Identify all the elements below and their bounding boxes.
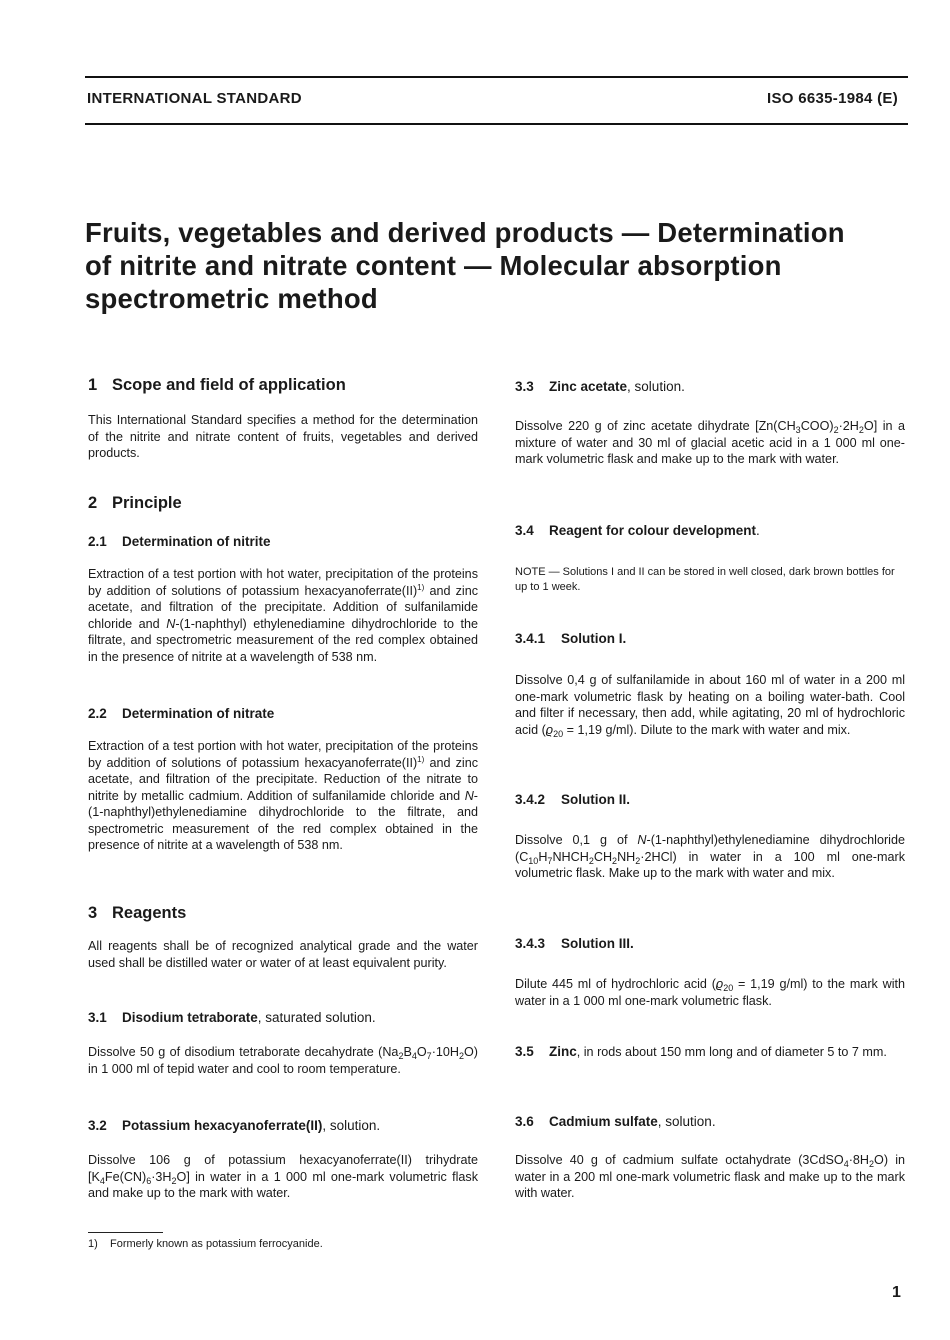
- section-3-4-heading: 3.4 Reagent for colour development.: [515, 523, 760, 538]
- section-3-4-note: NOTE — Solutions I and II can be stored in well closed, dark brown bottles for up to 1 week.: [515, 566, 895, 593]
- page-number: 1: [892, 1284, 901, 1301]
- section-3-text: All reagents shall be of recognized analytical grade and the water used shall be distilled water or water of at least equivalent purity.: [88, 939, 478, 970]
- section-3-4-3-text: Dilute 445 ml of hydrochloric acid ($ϱ_{20} = 1,19$ g/ml) to the mark with water in a 1 000 ml one-mark volumetric flask.: [515, 977, 905, 1008]
- document-title: Fruits, vegetables and derived products — Determination of nitrite and nitrate content — Molecular absorption spectrometric method: [85, 217, 845, 314]
- section-3-5: 3.5 Zinc, in rods about 150 mm long and of diameter 5 to 7 mm.: [515, 1044, 887, 1059]
- header-bottom-rule: [85, 123, 908, 125]
- section-3-6-heading: 3.6 Cadmium sulfate, solution.: [515, 1114, 716, 1129]
- section-3-4-2-text: Dissolve 0,1 g of N-(1-naphthyl)ethylenediamine dihydrochloride $(C_{10}H_7NHCH_2CH_2NH_2\cdot 2HCl)$ in water in a 100 ml one-mark volumetric flask. Make up to the mark with water and mix.: [515, 833, 905, 880]
- section-1-heading: 1 Scope and field of application: [88, 376, 346, 394]
- section-3-4-1-heading: 3.4.1 Solution I.: [515, 631, 627, 646]
- header-top-rule: [85, 76, 908, 78]
- section-3-4-2-heading: 3.4.2 Solution II.: [515, 792, 630, 807]
- footnote: 1) Formerly known as potassium ferrocyanide.: [88, 1238, 323, 1250]
- section-2-heading: 2 Principle: [88, 494, 182, 512]
- section-3-2-text: Dissolve 106 g of potassium hexacyanoferrate(II) trihydrate $[K_4Fe(CN)_6\cdot 3H_2O]$ in water in a 1 000 ml one-mark volumetric flask and make up to the mark with water.: [88, 1153, 478, 1200]
- section-3-1-heading: 3.1 Disodium tetraborate, saturated solution.: [88, 1010, 376, 1025]
- section-2-1-heading: 2.1 Determination of nitrite: [88, 534, 271, 549]
- section-2-1-text: Extraction of a test portion with hot water, precipitation of the proteins by addition of solutions of potassium hexacyanoferrate(II)$^{1)}$ and zinc acetate, and filtration of the precipitate. Addition of sulfanilamide chloride and N-(1-naphthyl) ethylenediamine dihydrochloride to the filtrate, and spectrometric measurement of the red complex obtained in the presence of nitrite at a wavelength of 538 nm.: [88, 567, 478, 664]
- header-left: INTERNATIONAL STANDARD: [87, 90, 302, 107]
- section-3-4-1-text: Dissolve 0,4 g of sulfanilamide in about 160 ml of water in a 200 ml one-mark volumetric flask by heating on a boiling water-bath. Cool and filter if necessary, then add, while agitating, 20 ml of hydrochloric acid ($ϱ_{20} = 1,19$ g/ml). Dilute to the mark with water and mix.: [515, 673, 905, 739]
- section-3-heading: 3 Reagents: [88, 904, 187, 922]
- section-3-3-text: Dissolve 220 g of zinc acetate dihydrate $[Zn(CH_3COO)_2\cdot 2H_2O]$ in a mixture of water and 30 ml of glacial acetic acid in a 1 000 ml one-mark volumetric flask and make up to the mark with water.: [515, 419, 905, 466]
- section-1-text: This International Standard specifies a method for the determination of the nitrite and nitrate content of fruits, vegetables and derived products.: [88, 413, 478, 460]
- footnote-rule: [88, 1232, 163, 1233]
- header-right: ISO 6635-1984 (E): [767, 90, 899, 107]
- section-2-2-text: Extraction of a test portion with hot water, precipitation of the proteins by addition of solutions of potassium hexacyanoferrate(II)$^{1)}$ and zinc acetate, and filtration of the precipitate. Reduction of the nitrate to nitrite by metallic cadmium. Addition of sulfanilamide chloride and N-(1-naphthyl)ethylenediamine dihydrochloride to the filtrate, and spectrometric measurement of the red complex obtained in the presence of nitrite at a wavelength of 538 nm.: [88, 739, 478, 852]
- section-3-2-heading: 3.2 Potassium hexacyanoferrate(II), solution.: [88, 1118, 381, 1133]
- section-3-3-heading: 3.3 Zinc acetate, solution.: [515, 379, 685, 394]
- section-3-1-text: Dissolve 50 g of disodium tetraborate decahydrate $(Na_2B_4O_7\cdot 10H_2O)$ in 1 000 ml of tepid water and cool to room temperature.: [88, 1045, 478, 1076]
- section-3-6-text: Dissolve 40 g of cadmium sulfate octahydrate $(3CdSO_4\cdot 8H_2O)$ in water in a 200 ml one-mark volumetric flask and make up to the mark with water.: [515, 1153, 905, 1200]
- section-3-4-3-heading: 3.4.3 Solution III.: [515, 936, 634, 951]
- section-2-2-heading: 2.2 Determination of nitrate: [88, 706, 275, 721]
